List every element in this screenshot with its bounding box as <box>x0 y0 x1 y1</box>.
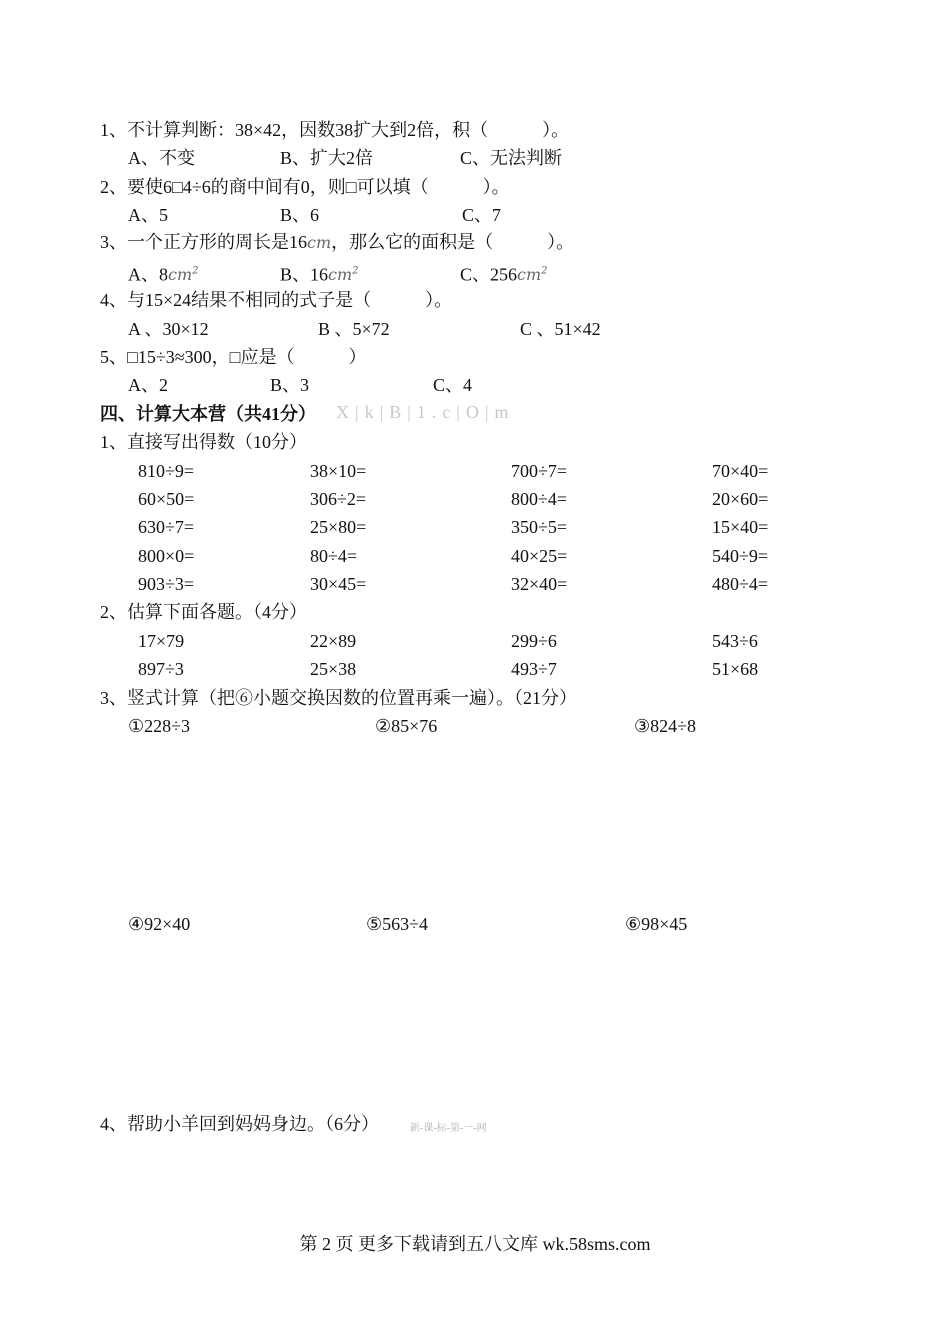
question-2-option-c: C、7 <box>462 205 502 225</box>
unit-sup: 2 <box>352 266 359 277</box>
oral-calc-item: 38×10= <box>310 461 367 481</box>
oral-calc-item: 800×0= <box>138 546 195 566</box>
question-3-stem-pre: 3、一个正方形的周长是16 <box>100 232 307 252</box>
unit-text: cm <box>168 265 193 285</box>
question-4-stem: 4、与15×24结果不相同的式子是（ ）。 <box>100 290 453 310</box>
question-1-option-c: C、无法判断 <box>460 148 563 168</box>
oral-calc-item: 30×45= <box>310 574 367 594</box>
unit-sup: 2 <box>192 266 199 277</box>
oral-calc-item: 20×60= <box>712 489 769 509</box>
estimation-item: 25×38 <box>310 659 357 679</box>
question-3-option-b-value: B、16 <box>280 264 329 285</box>
question-3-option-c-value: C、256 <box>460 264 518 285</box>
oral-calc-item: 700÷7= <box>511 461 568 481</box>
oral-calc-item: 60×50= <box>138 489 195 509</box>
oral-calc-item: 630÷7= <box>138 517 195 537</box>
question-5-stem: 5、□15÷3≈300，□应是（ ） <box>100 347 367 367</box>
section-4-q3-title: 3、竖式计算（把⑥小题交换因数的位置再乘一遍）。（21分） <box>100 688 577 708</box>
estimation-item: 17×79 <box>138 631 185 651</box>
question-3-stem-post: ，那么它的面积是（ ）。 <box>331 232 575 252</box>
estimation-item: 897÷3 <box>138 659 184 679</box>
question-4-option-c: C 、51×42 <box>520 319 601 339</box>
question-3-option-a-unit <box>168 265 199 284</box>
vertical-calc-item: ②85×76 <box>375 716 438 736</box>
question-3-option-a <box>128 260 199 287</box>
unit-text: cm <box>517 265 542 285</box>
section-4-title: 四、计算大本营（共41分） <box>100 404 316 424</box>
question-4-option-b: B 、5×72 <box>318 319 390 339</box>
section-4-q1-title: 1、直接写出得数（10分） <box>100 432 307 452</box>
question-5-option-a: A、2 <box>128 375 168 395</box>
oral-calc-item: 40×25= <box>511 546 568 566</box>
watermark-text: X|k|B|1.c|O|m <box>336 402 515 422</box>
vertical-calc-item: ④92×40 <box>128 914 191 934</box>
estimation-item: 543÷6 <box>712 631 758 651</box>
oral-calc-item: 32×40= <box>511 574 568 594</box>
oral-calc-item: 25×80= <box>310 517 367 537</box>
vertical-calc-item: ⑤563÷4 <box>366 914 429 934</box>
question-2-option-a: A、5 <box>128 205 168 225</box>
question-3-stem-unit: cm <box>307 233 332 252</box>
question-1-option-b: B、扩大2倍 <box>280 148 374 168</box>
oral-calc-item: 80÷4= <box>310 546 358 566</box>
question-3-option-b-unit <box>328 265 359 284</box>
question-5-option-c: C、4 <box>433 375 473 395</box>
oral-calc-item: 903÷3= <box>138 574 195 594</box>
watermark-small: 新-课-标-第-一-网 <box>410 1123 487 1134</box>
estimation-item: 22×89 <box>310 631 357 651</box>
oral-calc-item: 350÷5= <box>511 517 568 537</box>
question-3-stem <box>100 230 574 255</box>
estimation-item: 299÷6 <box>511 631 557 651</box>
estimation-item: 493÷7 <box>511 659 557 679</box>
question-1-option-a: A、不变 <box>128 148 195 168</box>
vertical-calc-item: ③824÷8 <box>634 716 697 736</box>
vertical-calc-item: ⑥98×45 <box>625 914 688 934</box>
estimation-item: 51×68 <box>712 659 759 679</box>
section-4-q4-title: 4、帮助小羊回到妈妈身边。（6分） <box>100 1114 379 1134</box>
oral-calc-item: 15×40= <box>712 517 769 537</box>
oral-calc-item: 480÷4= <box>712 574 769 594</box>
page-footer: 第 2 页 更多下载请到五八文库 wk.58sms.com <box>299 1234 651 1254</box>
oral-calc-item: 810÷9= <box>138 461 195 481</box>
question-5-option-b: B、3 <box>270 375 310 395</box>
question-3-option-c <box>460 260 548 287</box>
question-2-stem: 2、要使6□4÷6的商中间有0，则□可以填（ ）。 <box>100 177 510 197</box>
question-3-option-a-value: A、8 <box>128 264 168 285</box>
question-3-option-b <box>280 260 359 287</box>
unit-text: cm <box>328 265 353 285</box>
oral-calc-item: 800÷4= <box>511 489 568 509</box>
oral-calc-item: 306÷2= <box>310 489 367 509</box>
unit-sup: 2 <box>541 266 548 277</box>
question-1-stem: 1、不计算判断：38×42，因数38扩大到2倍，积（ ）。 <box>100 120 570 140</box>
oral-calc-item: 540÷9= <box>712 546 769 566</box>
vertical-calc-item: ①228÷3 <box>128 716 191 736</box>
question-2-option-b: B、6 <box>280 205 320 225</box>
section-4-q2-title: 2、估算下面各题。（4分） <box>100 602 307 622</box>
oral-calc-item: 70×40= <box>712 461 769 481</box>
question-4-option-a: A 、30×12 <box>128 319 209 339</box>
question-3-option-c-unit <box>517 265 548 284</box>
